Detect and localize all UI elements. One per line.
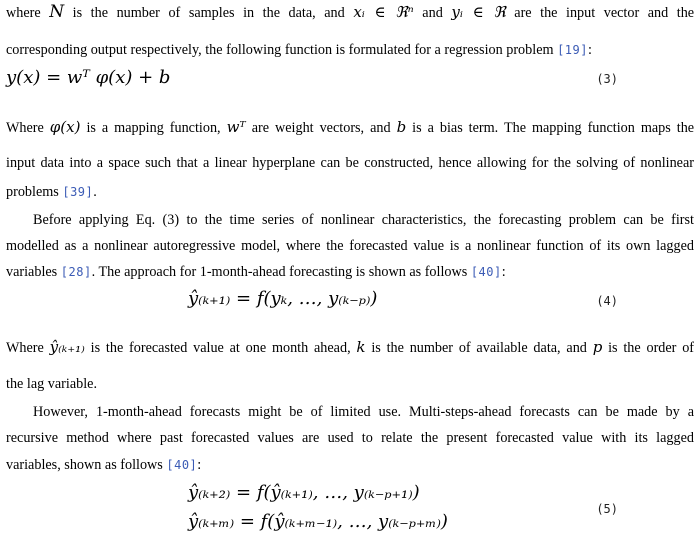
paragraph-line-12: recursive method where past forecasted values are used to relate the present forecasted value with its lagged (6, 430, 694, 446)
math-var-N: N (49, 2, 65, 22)
math-p: p (592, 338, 603, 356)
paragraph-line-8: variables [28]. The approach for 1-month-ahead forecasting is shown as follows [40]: (6, 264, 506, 280)
equation-5a: ŷ₍ₖ₊₂₎ = f(ŷ₍ₖ₊₁₎, …, y₍ₖ₋ₚ₊₁₎) (188, 482, 420, 503)
paragraph-line-13: variables, shown as follows [40]: (6, 457, 202, 473)
equation-number-3: (3) (596, 72, 618, 86)
paragraph-line-5: problems [39]. (6, 184, 97, 200)
paragraph-line-4: input data into a space such that a linear hyperplane can be constructed, hence allowing for the solving of nonlinear (6, 155, 694, 171)
paragraph-line-9: Where ŷ₍ₖ₊₁₎ is the forecasted value at one month ahead, k is the number of available data, and p is the order of (6, 338, 695, 356)
math-b: b (396, 118, 407, 136)
math-k: k (356, 338, 366, 356)
paragraph-line-1: where N is the number of samples in the data, and xᵢ ∈ ℜⁿ and yᵢ ∈ ℜ are the input vector and the (6, 2, 695, 22)
paragraph-line-10: the lag variable. (6, 376, 97, 392)
math-phi: φ(x) (49, 118, 81, 136)
equation-number-5: (5) (596, 502, 618, 516)
math-wT: wᵀ (226, 118, 246, 136)
citation-40b[interactable]: [40] (166, 458, 198, 472)
paragraph-line-2: corresponding output respectively, the following function is formulated for a regression problem [19]: (6, 42, 592, 58)
paragraph-line-11: However, 1-month-ahead forecasts might be of limited use. Multi-steps-ahead forecasts can be made by a (33, 404, 694, 420)
paragraph-line-6: Before applying Eq. (3) to the time series of nonlinear characteristics, the forecasting problem can be first (33, 212, 694, 228)
citation-40[interactable]: [40] (470, 265, 502, 279)
math-xi: xᵢ ∈ ℜⁿ (353, 3, 414, 21)
citation-19[interactable]: [19] (557, 43, 588, 57)
equation-number-4: (4) (596, 294, 618, 308)
paragraph-line-7: modelled as a nonlinear autoregressive model, where the forecasted value is a nonlinear function of its own lagged (6, 238, 694, 254)
math-yhat-k1: ŷ₍ₖ₊₁₎ (49, 338, 85, 356)
equation-3: y(x) = wᵀ φ(x) + b (6, 67, 171, 88)
math-yi: yᵢ ∈ ℜ (451, 3, 506, 21)
citation-28[interactable]: [28] (60, 265, 92, 279)
equation-5b: ŷ₍ₖ₊ₘ₎ = f(ŷ₍ₖ₊ₘ₋₁₎, …, y₍ₖ₋ₚ₊ₘ₎) (188, 511, 448, 532)
equation-4: ŷ₍ₖ₊₁₎ = f(yₖ, …, y₍ₖ₋ₚ₎) (188, 288, 378, 309)
paragraph-line-3: Where φ(x) is a mapping function, wᵀ are weight vectors, and b is a bias term. The mapping function maps the (6, 118, 695, 136)
citation-39[interactable]: [39] (62, 185, 94, 199)
